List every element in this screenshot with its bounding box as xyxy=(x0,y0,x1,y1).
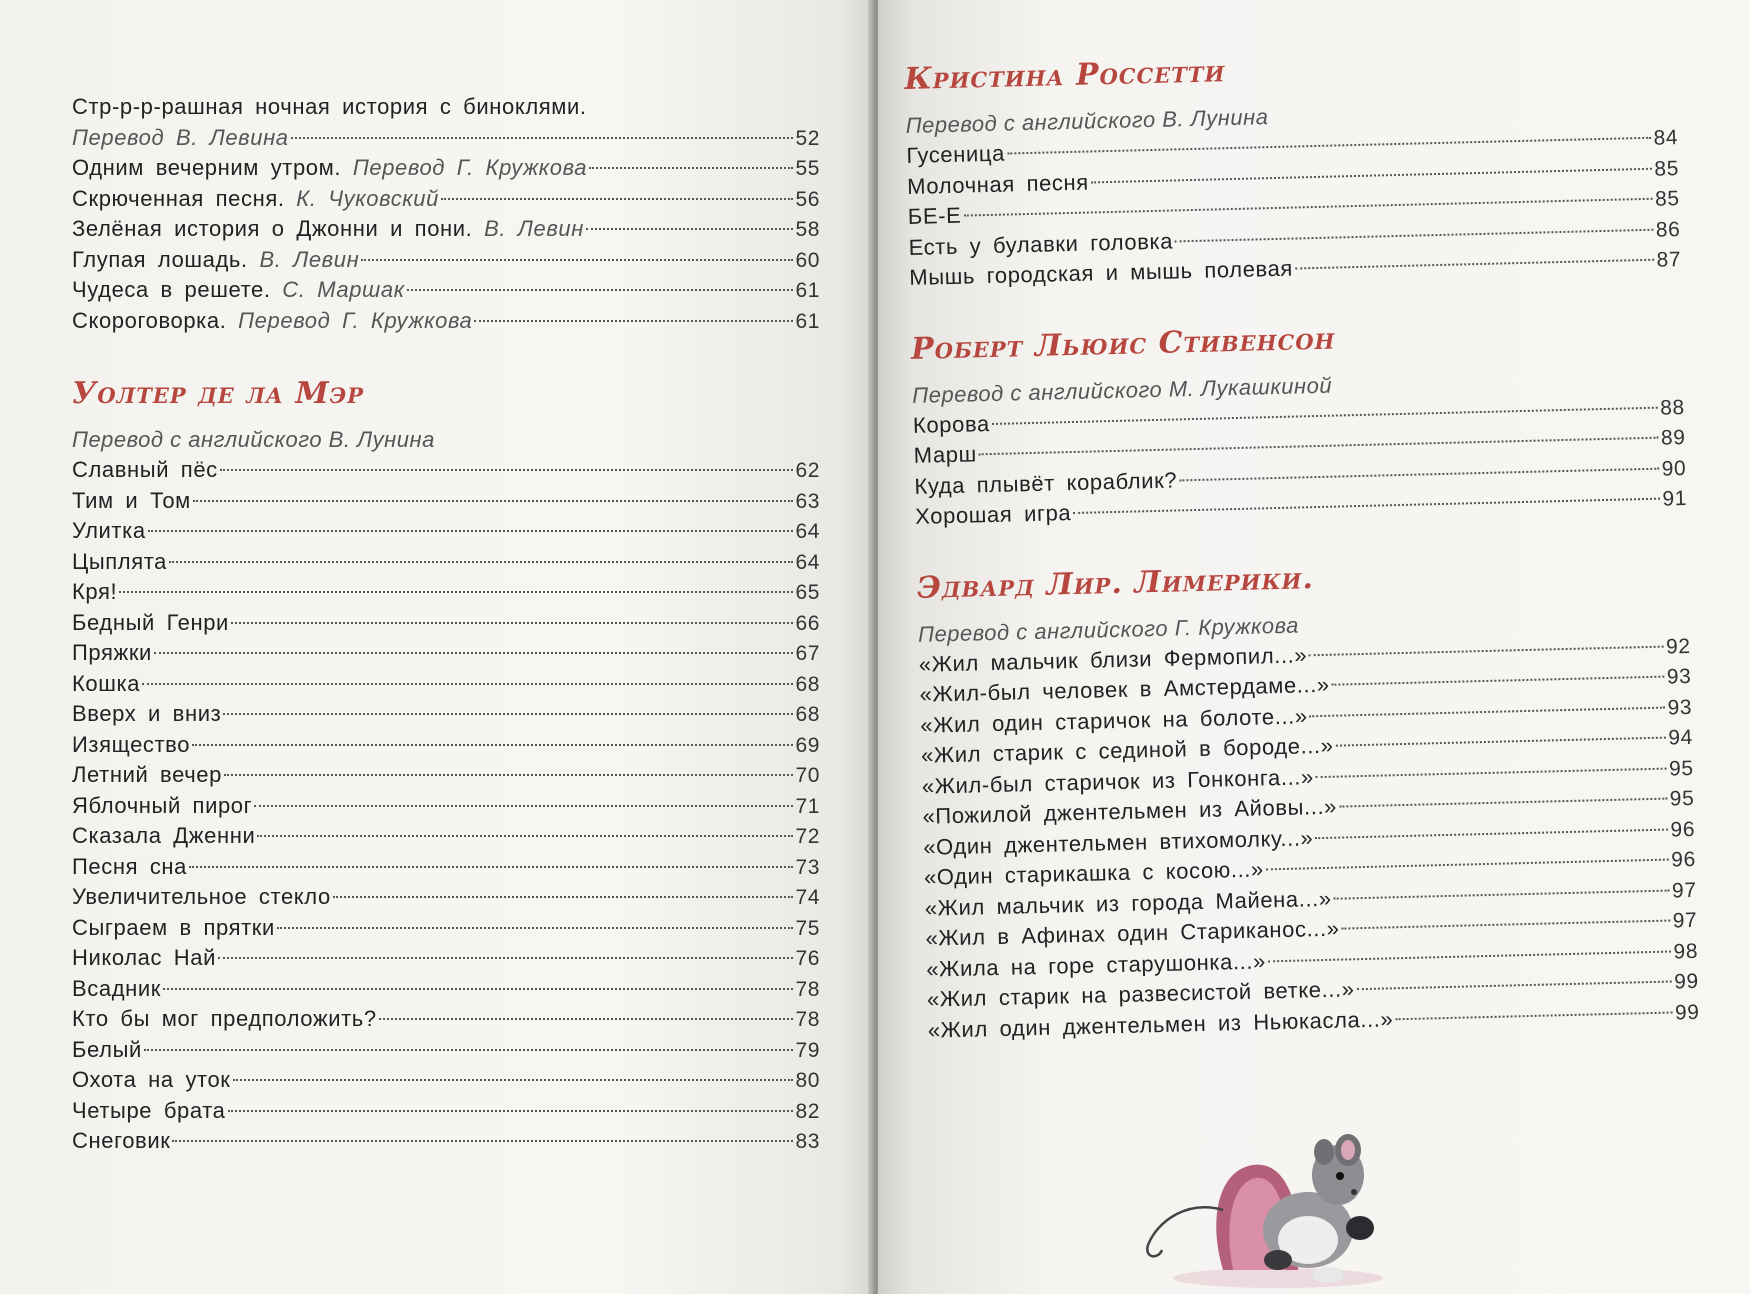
toc-entry-title xyxy=(72,516,146,547)
dot-leader xyxy=(1309,645,1664,656)
page-number: 93 xyxy=(1666,664,1692,689)
entry-title-text: «Жил один старичок на болоте...» xyxy=(919,702,1308,738)
toc-entry[interactable] xyxy=(72,123,820,154)
section-title: Роберт Льюис Стивенсон xyxy=(910,321,1336,367)
dot-leader xyxy=(277,927,794,929)
entry-title-text: «Жил мальчик близи Фермопил...» xyxy=(918,641,1308,677)
dot-leader xyxy=(193,500,794,502)
intro-entries xyxy=(72,92,820,336)
dot-leader xyxy=(1310,706,1666,717)
entry-title-text: Четыре брата xyxy=(72,1097,226,1123)
dot-leader xyxy=(144,1049,794,1051)
page-number: 87 xyxy=(1656,248,1682,272)
entry-title-text: Корова xyxy=(912,410,991,438)
page-number: 52 xyxy=(795,126,820,150)
toc-entry-title xyxy=(72,306,472,337)
page-number: 94 xyxy=(1667,725,1694,750)
dot-leader xyxy=(223,713,793,715)
toc-entry[interactable] xyxy=(72,1004,820,1035)
entry-title-text: Чудеса в решете. xyxy=(72,277,271,302)
dot-leader xyxy=(474,320,793,322)
dot-leader xyxy=(1339,798,1668,808)
dot-leader xyxy=(361,259,793,261)
dot-leader xyxy=(231,622,793,624)
page-number: 78 xyxy=(795,977,820,1001)
toc-entry-title xyxy=(915,498,1072,532)
section-title: Эдвард Лир. Лимерики. xyxy=(916,560,1315,606)
entry-title-text: Есть у булавки головка xyxy=(908,227,1174,260)
entry-translator: Перевод В. Левина xyxy=(72,124,289,150)
toc-entry-title xyxy=(72,123,289,154)
toc-entry-title xyxy=(72,486,191,517)
page-number: 60 xyxy=(795,248,820,272)
entry-title-text: Снеговик xyxy=(72,1128,171,1153)
toc-entry[interactable] xyxy=(72,1096,820,1127)
entry-title-text: Стр-р-р-рашная ночная история с биноклями. xyxy=(72,94,587,119)
page-number: 80 xyxy=(795,1069,820,1092)
entry-title-text: Охота на уток xyxy=(72,1067,231,1092)
toc-entry[interactable] xyxy=(72,821,820,852)
toc-entry-title xyxy=(72,153,587,184)
toc-entry-title xyxy=(72,214,584,245)
page-number: 95 xyxy=(1668,756,1694,781)
entry-title-text: Сыграем в прятки xyxy=(72,914,275,940)
page-number: 92 xyxy=(1665,634,1691,659)
toc-entry-title xyxy=(72,1096,226,1127)
page-number: 93 xyxy=(1667,695,1693,720)
toc-entry-title xyxy=(72,974,161,1005)
page-number: 85 xyxy=(1654,187,1680,211)
section-subtitle: Перевод с английского В. Лунина xyxy=(905,104,1269,138)
page-number: 70 xyxy=(795,764,820,787)
page-number: 88 xyxy=(1659,395,1686,420)
entry-title-text: Куда плывёт кораблик? xyxy=(914,466,1178,499)
dot-leader xyxy=(1268,950,1672,962)
page-number: 78 xyxy=(795,1008,820,1031)
toc-entry-title xyxy=(72,608,229,639)
entry-title-text: Скороговорка. xyxy=(72,307,227,333)
toc-entry-title xyxy=(72,852,187,883)
entry-title-text: Всадник xyxy=(72,975,162,1001)
page-number: 68 xyxy=(795,703,820,726)
entry-title-text: Летний вечер xyxy=(72,762,222,787)
toc-entry-title xyxy=(72,882,331,913)
dot-leader xyxy=(1335,737,1666,747)
page-number: 85 xyxy=(1654,156,1680,181)
toc-entry-title xyxy=(908,201,962,233)
entry-title-text: Одним вечерним утром. xyxy=(72,155,342,180)
entry-title-text: «Пожилой джентельмен из Айовы...» xyxy=(922,793,1338,829)
dot-leader xyxy=(1179,467,1660,481)
toc-entry[interactable] xyxy=(72,1126,820,1157)
dot-leader xyxy=(218,957,793,959)
entry-title-text: Мышь городская и мышь полевая xyxy=(909,255,1294,290)
section-title-de-la-mare: Уолтер де ла Мэр xyxy=(72,376,365,411)
page-number: 62 xyxy=(795,459,820,482)
entry-title-text: Сказала Дженни xyxy=(72,823,256,848)
dot-leader xyxy=(172,1140,793,1142)
dot-leader xyxy=(192,744,793,746)
dot-leader xyxy=(142,683,793,685)
entry-title-text: Хорошая игра xyxy=(914,500,1072,529)
toc-entry[interactable] xyxy=(72,214,820,245)
page-number: 97 xyxy=(1671,878,1697,902)
entry-translator: К. Чуковский xyxy=(296,185,439,211)
entry-title-text: Цыплята xyxy=(72,548,168,574)
toc-entry-title xyxy=(72,1004,377,1035)
dot-leader xyxy=(586,228,793,230)
toc-entry[interactable] xyxy=(72,608,820,639)
dot-leader xyxy=(589,167,793,169)
entry-translator: С. Маршак xyxy=(282,277,405,302)
entry-title-text: Зелёная история о Джонни и пони. xyxy=(72,216,473,241)
dot-leader xyxy=(220,469,794,471)
dot-leader xyxy=(1342,920,1671,930)
dot-leader xyxy=(291,137,794,139)
page-number: 96 xyxy=(1670,817,1696,841)
page-number: 69 xyxy=(795,733,820,757)
page-number: 68 xyxy=(795,672,820,696)
page-number: 66 xyxy=(795,611,820,635)
entry-title-text: Улитка xyxy=(72,518,146,543)
entry-title-text: «Жил старик на развесистой ветке...» xyxy=(926,976,1355,1012)
toc-entry-title xyxy=(72,455,218,486)
page-number: 76 xyxy=(795,947,820,970)
dot-leader xyxy=(1266,859,1669,871)
entry-title-text: Бедный Генри xyxy=(72,609,229,635)
page-number: 82 xyxy=(795,1099,820,1123)
page-number: 96 xyxy=(1670,847,1697,872)
entry-title-text: Николас Най xyxy=(72,945,216,970)
section-title: Кристина Россетти xyxy=(904,54,1226,97)
dot-leader xyxy=(1007,137,1652,155)
left-toc-column xyxy=(72,92,820,1157)
toc-entry[interactable] xyxy=(72,791,820,822)
entry-title-text: Кто бы мог предположить? xyxy=(72,1006,377,1031)
toc-entry-title xyxy=(72,821,255,852)
dot-leader xyxy=(257,835,793,837)
dot-leader xyxy=(1357,981,1673,991)
toc-entry-title xyxy=(72,669,140,700)
dot-leader xyxy=(379,1018,794,1020)
entry-title-text: «Один старикашка с косою...» xyxy=(923,856,1265,890)
toc-entry[interactable] xyxy=(72,974,820,1005)
dot-leader xyxy=(1091,167,1653,183)
entry-title-text: «Жил-был старичок из Гонконга...» xyxy=(921,763,1315,799)
page-number: 90 xyxy=(1661,456,1687,481)
entry-title-text: «Один джентельмен втихомолку...» xyxy=(922,824,1314,860)
toc-entry-title xyxy=(72,638,152,669)
toc-entry-title xyxy=(72,699,221,730)
toc-entry-title xyxy=(72,791,252,822)
toc-entry[interactable] xyxy=(72,760,820,791)
toc-entry-title xyxy=(72,94,587,119)
dot-leader xyxy=(1395,1011,1673,1020)
toc-entry-title xyxy=(72,547,167,578)
dot-leader xyxy=(963,198,1653,217)
toc-entry-title xyxy=(72,577,117,608)
page-number: 61 xyxy=(795,309,820,333)
entry-title-text: Песня сна xyxy=(72,853,188,879)
dot-leader xyxy=(407,289,794,291)
dot-leader xyxy=(1334,889,1670,899)
dot-leader xyxy=(119,591,793,593)
entry-title-text: Яблочный пирог xyxy=(72,792,253,818)
dot-leader xyxy=(233,1079,794,1081)
entry-title-text: Кря! xyxy=(72,579,118,604)
toc-entry[interactable] xyxy=(72,455,820,486)
page-number: 58 xyxy=(795,218,820,241)
dot-leader xyxy=(441,198,793,200)
entry-title-text: «Жила на горе старушонка...» xyxy=(925,947,1267,982)
toc-entry-title xyxy=(906,139,1005,172)
entry-translator: В. Левин xyxy=(484,216,584,241)
toc-entry[interactable] xyxy=(72,699,820,730)
toc-entry-title xyxy=(72,1065,231,1096)
entry-title-text: Глупая лошадь. xyxy=(72,246,248,272)
page-number: 98 xyxy=(1673,939,1699,963)
page-number: 56 xyxy=(795,187,820,211)
page-number: 97 xyxy=(1672,908,1698,933)
toc-entry[interactable] xyxy=(72,577,820,608)
right-page xyxy=(878,0,1750,1294)
entry-title-text: Славный пёс xyxy=(72,457,218,482)
page-number: 86 xyxy=(1655,217,1681,242)
dot-leader xyxy=(169,561,793,563)
dot-leader xyxy=(189,866,793,868)
section-subtitle: Перевод с английского Г. Кружкова xyxy=(917,612,1300,647)
dot-leader xyxy=(992,406,1658,424)
page-number: 64 xyxy=(795,520,820,543)
toc-entry-title xyxy=(72,730,190,761)
page-number: 75 xyxy=(795,916,820,940)
right-toc-column xyxy=(904,39,1700,1046)
page-number: 95 xyxy=(1669,786,1695,811)
dot-leader xyxy=(333,896,794,898)
toc-entry-title xyxy=(72,760,222,791)
dot-leader xyxy=(154,652,793,654)
entry-title-text: Пряжки xyxy=(72,640,152,665)
toc-entry[interactable] xyxy=(72,1035,820,1066)
page-number: 99 xyxy=(1674,1000,1700,1024)
entry-title-text: Гусеница xyxy=(906,140,1006,168)
page-number: 91 xyxy=(1662,487,1688,511)
entry-title-text: Увеличительное стекло xyxy=(72,884,331,909)
toc-entry[interactable] xyxy=(72,852,820,883)
page-number: 89 xyxy=(1660,426,1686,450)
entry-translator: Перевод Г. Кружкова xyxy=(238,307,473,333)
de-la-mare-entries xyxy=(72,455,820,1157)
page-number: 65 xyxy=(795,581,820,604)
mouse-illustration xyxy=(1128,1110,1388,1290)
toc-entry-title xyxy=(907,167,1089,202)
toc-entry[interactable] xyxy=(72,184,820,215)
toc-entry-title xyxy=(914,465,1177,502)
toc-entry-title xyxy=(72,245,359,276)
entry-title-text: Молочная песня xyxy=(906,169,1090,199)
page-number: 71 xyxy=(795,794,820,818)
toc-entry[interactable] xyxy=(72,92,820,123)
entry-title-text: Кошка xyxy=(72,670,141,696)
entry-title-text: «Жил-был человек в Амстердаме...» xyxy=(919,671,1330,707)
toc-entry-title xyxy=(913,409,991,441)
page-number: 61 xyxy=(795,279,820,302)
toc-entry[interactable] xyxy=(72,245,820,276)
entry-title-text: Изящество xyxy=(72,731,191,757)
dot-leader xyxy=(148,530,794,532)
entry-title-text: Скрюченная песня. xyxy=(72,185,285,211)
entry-title-text: Марш xyxy=(913,441,978,468)
page-number: 73 xyxy=(795,855,820,879)
dot-leader xyxy=(224,774,794,776)
page-number: 63 xyxy=(795,489,820,513)
page-number: 79 xyxy=(795,1038,820,1062)
toc-entry[interactable] xyxy=(72,306,820,337)
toc-entry-title xyxy=(72,184,439,215)
dot-leader xyxy=(1332,676,1665,686)
entry-title-text: «Жил один джентельмен из Ньюкасла...» xyxy=(927,1005,1394,1043)
toc-entry[interactable] xyxy=(72,669,820,700)
entry-title-text: «Жил мальчик из города Майена...» xyxy=(924,885,1332,921)
dot-leader xyxy=(1175,228,1654,242)
toc-entry[interactable] xyxy=(72,486,820,517)
page-number: 83 xyxy=(795,1130,820,1153)
entry-title-text: Белый xyxy=(72,1036,142,1062)
section-subtitle: Перевод с английского М. Лукашкиной xyxy=(911,372,1333,408)
toc-entry-title xyxy=(72,943,216,974)
toc-entry[interactable] xyxy=(72,153,820,184)
page-number: 74 xyxy=(795,886,820,909)
toc-entry[interactable] xyxy=(72,1065,820,1096)
toc-entry[interactable] xyxy=(72,730,820,761)
toc-entry[interactable] xyxy=(72,943,820,974)
toc-entry-title xyxy=(913,439,977,471)
dot-leader xyxy=(228,1110,794,1112)
toc-entry-title xyxy=(72,1126,170,1157)
page-number: 55 xyxy=(795,157,820,180)
dot-leader xyxy=(1295,259,1655,270)
entry-title-text: «Жил в Афинах один Стариканос...» xyxy=(925,915,1340,951)
entry-title-text: Вверх и вниз xyxy=(72,701,222,726)
toc-entry[interactable] xyxy=(72,913,820,944)
toc-entry[interactable] xyxy=(72,638,820,669)
entry-translator: Перевод Г. Кружкова xyxy=(352,155,588,180)
toc-entry-title xyxy=(72,913,275,944)
page-number: 67 xyxy=(795,642,820,665)
toc-entry[interactable] xyxy=(72,275,820,306)
dot-leader xyxy=(254,805,793,807)
dot-leader xyxy=(1073,498,1660,514)
left-page xyxy=(0,0,874,1294)
entry-translator: В. Левин xyxy=(259,246,360,272)
toc-entry[interactable] xyxy=(72,547,820,578)
toc-entry-title xyxy=(72,275,405,306)
page-number: 84 xyxy=(1653,126,1679,150)
entry-title-text: Тим и Том xyxy=(72,487,191,513)
toc-entry[interactable] xyxy=(72,882,820,913)
page-number: 64 xyxy=(795,550,820,574)
dot-leader xyxy=(163,988,793,990)
dot-leader xyxy=(979,437,1659,456)
entry-title-text: «Жил старик с сединой в бороде...» xyxy=(920,732,1334,768)
toc-entry-title xyxy=(72,1035,142,1066)
toc-entry[interactable] xyxy=(72,516,820,547)
dot-leader xyxy=(1315,828,1668,839)
dot-leader xyxy=(1316,767,1667,778)
page-number: 99 xyxy=(1673,969,1700,994)
entry-title-text: БЕ-Е xyxy=(907,202,962,229)
section-subtitle-de-la-mare: Перевод с английского В. Лунина xyxy=(72,427,435,452)
page-number: 72 xyxy=(795,825,820,848)
